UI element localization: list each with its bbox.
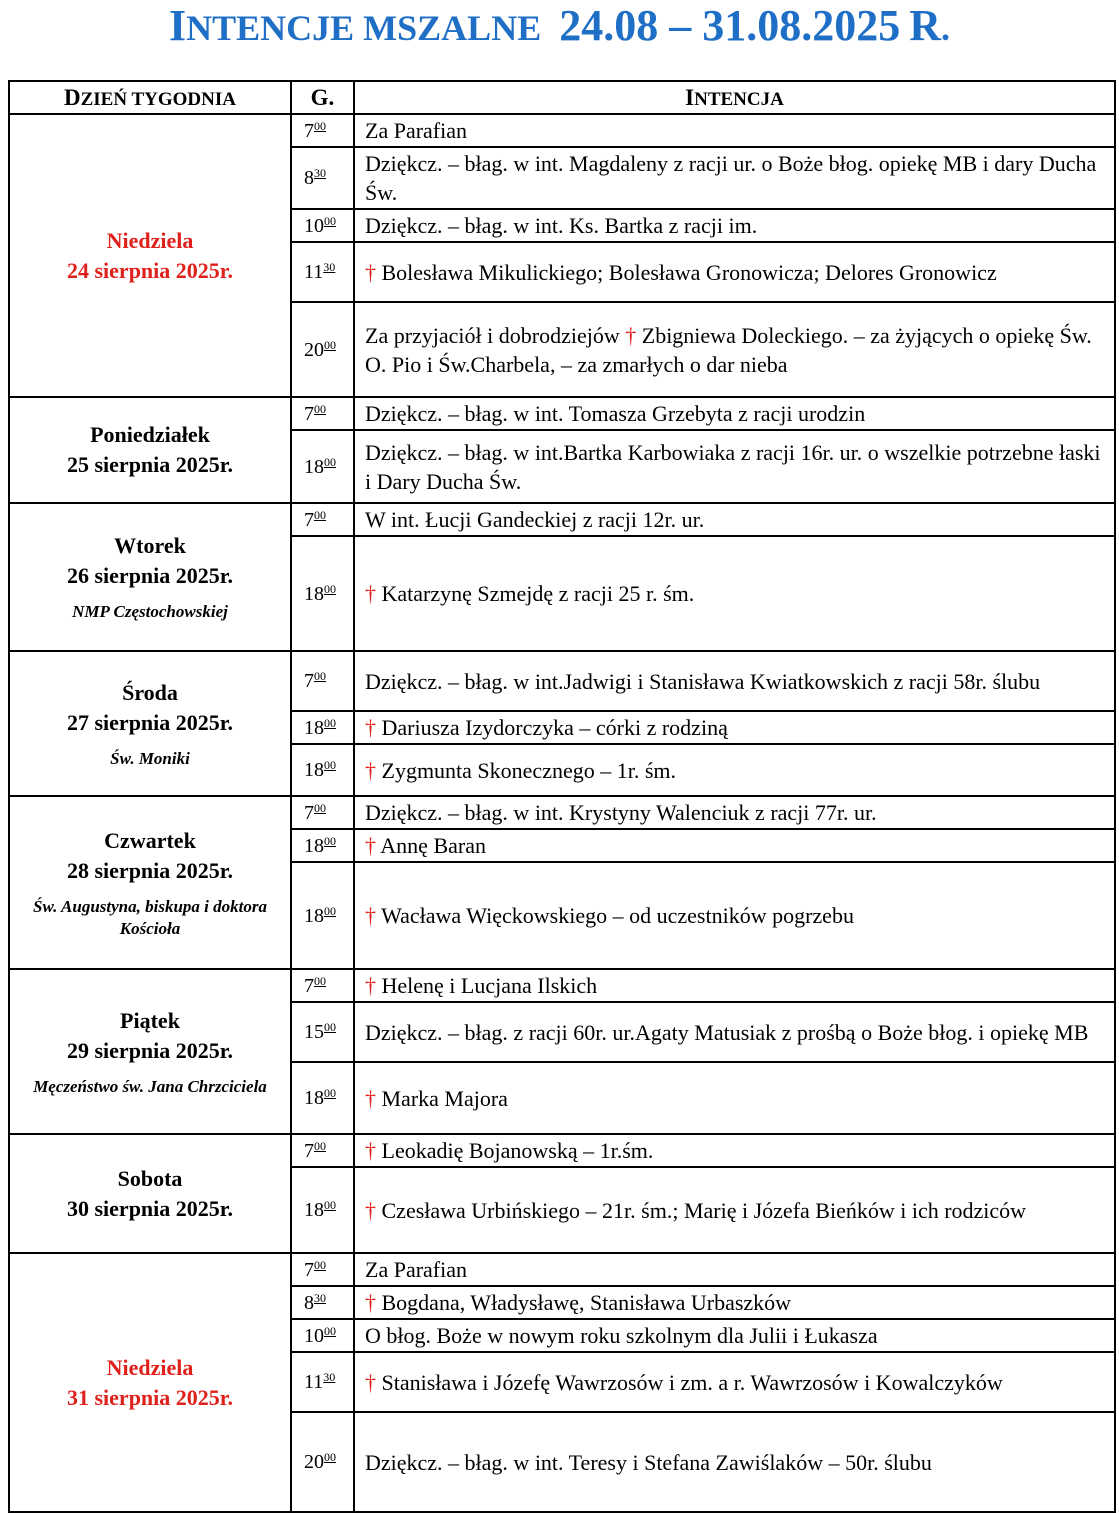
day-cell (9, 114, 291, 397)
intention-text: † Annę Baran (354, 829, 1115, 862)
mass-time: $7^{00}$ (291, 1253, 354, 1286)
intention-text: Dziękcz. – błag. w int.Bartka Karbowiaka z racji 16r. ur. o wszelkie potrzebne łaski i Dary Ducha Św. (354, 430, 1115, 503)
intention-text: Dziękcz. – błag. w int. Teresy i Stefana Zawiślaków – 50r. ślubu (354, 1412, 1115, 1512)
day-name: Poniedziałek (90, 422, 210, 447)
cross-icon: † (365, 259, 382, 285)
cross-icon: † (365, 757, 382, 783)
intention-text: O błog. Boże w nowym roku szkolnym dla Julii i Łukasza (354, 1319, 1115, 1352)
mass-time: $11^{30}$ (291, 242, 354, 302)
intention-text: Dziękcz. – błag. w int. Magdaleny z racji ur. o Boże błog. opiekę MB i dary Ducha Św. (354, 147, 1115, 209)
day-name: Środa (122, 679, 178, 705)
intention-text: Dziękcz. – błag. w int. Ks. Bartka z racji im. (354, 209, 1115, 242)
feast-label: Św. Moniki (110, 748, 190, 768)
mass-time: $8^{30}$ (291, 147, 354, 209)
mass-time: $20^{00}$ (291, 302, 354, 397)
mass-time: $11^{30}$ (291, 1352, 354, 1412)
day-date: 27 sierpnia 2025r. (66, 709, 234, 735)
cross-icon: † (625, 322, 637, 348)
cross-icon: † (365, 833, 381, 858)
intention-text: † Wacława Więckowskiego – od uczestników pogrzebu (354, 862, 1115, 969)
day-cell (9, 651, 291, 796)
mass-time: $18^{00}$ (291, 862, 354, 969)
intention-text: † Helenę i Lucjana Ilskich (354, 969, 1115, 1002)
cross-icon: † (365, 1085, 382, 1111)
intention-text: † Stanisława i Józefę Wawrzosów i zm. a r. Wawrzosów i Kowalczyków (354, 1352, 1115, 1412)
intention-text: † Dariusza Izydorczyka – córki z rodziną (354, 711, 1115, 744)
mass-time: $8^{30}$ (291, 1286, 354, 1319)
intention-text: † Zygmunta Skonecznego – 1r. śm. (354, 744, 1115, 796)
day-date: 29 sierpnia 2025r. (66, 1037, 234, 1063)
table-row (9, 1134, 1115, 1167)
day-name: Wtorek (114, 533, 186, 558)
table-row (9, 397, 1115, 430)
mass-time: $10^{00}$ (291, 1319, 354, 1352)
intention-text: † Czesława Urbińskiego – 21r. śm.; Marię i Józefa Bieńków i ich rodziców (354, 1167, 1115, 1253)
intention-text: † Leokadię Bojanowską – 1r.śm. (354, 1134, 1115, 1167)
day-name: Sobota (117, 1165, 183, 1191)
cross-icon: † (365, 1197, 382, 1223)
mass-time: $18^{00}$ (291, 829, 354, 862)
mass-time: $18^{00}$ (291, 536, 354, 651)
mass-time: $20^{00}$ (291, 1412, 354, 1512)
day-date: 24 sierpnia 2025r. (66, 257, 234, 283)
day-date: 30 sierpnia 2025r. (66, 1195, 234, 1221)
mass-time: $7^{00}$ (291, 969, 354, 1002)
day-cell (9, 969, 291, 1134)
intention-text: Za Parafian (354, 114, 1115, 147)
intention-text: Dziękcz. – błag. w int.Jadwigi i Stanisława Kwiatkowskich z racji 58r. ślubu (354, 651, 1115, 711)
intention-text: W int. Łucji Gandeckiej z racji 12r. ur. (354, 503, 1115, 536)
mass-time: $18^{00}$ (291, 711, 354, 744)
mass-time: $7^{00}$ (291, 114, 354, 147)
header-time: G. (291, 81, 354, 114)
mass-time: $18^{00}$ (291, 1167, 354, 1253)
cross-icon: † (365, 715, 382, 740)
cross-icon: † (365, 1138, 382, 1163)
table-header-row (9, 81, 1115, 114)
day-cell (9, 1134, 291, 1253)
mass-time: $7^{00}$ (291, 503, 354, 536)
mass-time: $7^{00}$ (291, 796, 354, 829)
intention-text: Dziękcz. – błag. z racji 60r. ur.Agaty Matusiak z prośbą o Boże błog. i opiekę MB (354, 1002, 1115, 1062)
mass-time: $15^{00}$ (291, 1002, 354, 1062)
intention-text: † Bogdana, Władysławę, Stanisława Urbaszków (354, 1286, 1115, 1319)
day-name: Niedziela (106, 1354, 194, 1380)
cross-icon: † (365, 1369, 382, 1395)
mass-time: $10^{00}$ (291, 209, 354, 242)
intention-text: † Katarzynę Szmejdę z racji 25 r. śm. (354, 536, 1115, 651)
page-title: INTENCJE MSZALNE 24.08 – 31.08.2025 R. (169, 1, 950, 50)
intention-text: Dziękcz. – błag. w int. Tomasza Grzebyta z racji urodzin (354, 397, 1115, 430)
feast-label: NMP Częstochowskiej (72, 602, 228, 621)
mass-time: $7^{00}$ (291, 651, 354, 711)
day-date: 31 sierpnia 2025r. (66, 1384, 234, 1410)
day-name: Niedziela (106, 227, 194, 253)
day-cell (9, 503, 291, 651)
day-date: 26 sierpnia 2025r. (66, 563, 234, 588)
header-day: DZIEŃ TYGODNIA (9, 81, 291, 114)
mass-time: $7^{00}$ (291, 1134, 354, 1167)
feast-label: Św. Augustyna, biskupa i doktora Kościoła (33, 896, 267, 938)
day-cell (9, 1253, 291, 1512)
table-row (9, 503, 1115, 536)
intention-text: † Bolesława Mikulickiego; Bolesława Gronowicza; Delores Gronowicz (354, 242, 1115, 302)
table-row (9, 651, 1115, 711)
mass-time: $18^{00}$ (291, 744, 354, 796)
table-row (9, 796, 1115, 829)
cross-icon: † (365, 973, 382, 998)
cross-icon: † (365, 581, 382, 606)
day-name: Piątek (120, 1007, 180, 1033)
table-row (9, 969, 1115, 1002)
intention-text: Dziękcz. – błag. w int. Krystyny Walenciuk z racji 77r. ur. (354, 796, 1115, 829)
day-cell (9, 796, 291, 969)
day-date: 28 sierpnia 2025r. (66, 857, 234, 883)
mass-time: $18^{00}$ (291, 430, 354, 503)
cross-icon: † (365, 903, 382, 928)
header-intention: INTENCJA (354, 81, 1115, 114)
mass-time: $18^{00}$ (291, 1062, 354, 1134)
day-name: Czwartek (104, 827, 196, 853)
feast-label: Męczeństwo św. Jana Chrzciciela (33, 1076, 267, 1096)
intention-text: Za przyjaciół i dobrodziejów † Zbigniewa Doleckiego. – za żyjących o opiekę Św. O. Pio i Św.Charbela, – za zmarłych o dar nieba (354, 302, 1115, 397)
mass-time: $7^{00}$ (291, 397, 354, 430)
cross-icon: † (365, 1290, 382, 1315)
day-cell (9, 397, 291, 503)
day-date: 25 sierpnia 2025r. (66, 452, 234, 477)
intention-text: Za Parafian (354, 1253, 1115, 1286)
table-row (9, 1253, 1115, 1286)
intentions-table (8, 80, 1116, 1513)
intention-text: † Marka Majora (354, 1062, 1115, 1134)
table-row (9, 114, 1115, 147)
